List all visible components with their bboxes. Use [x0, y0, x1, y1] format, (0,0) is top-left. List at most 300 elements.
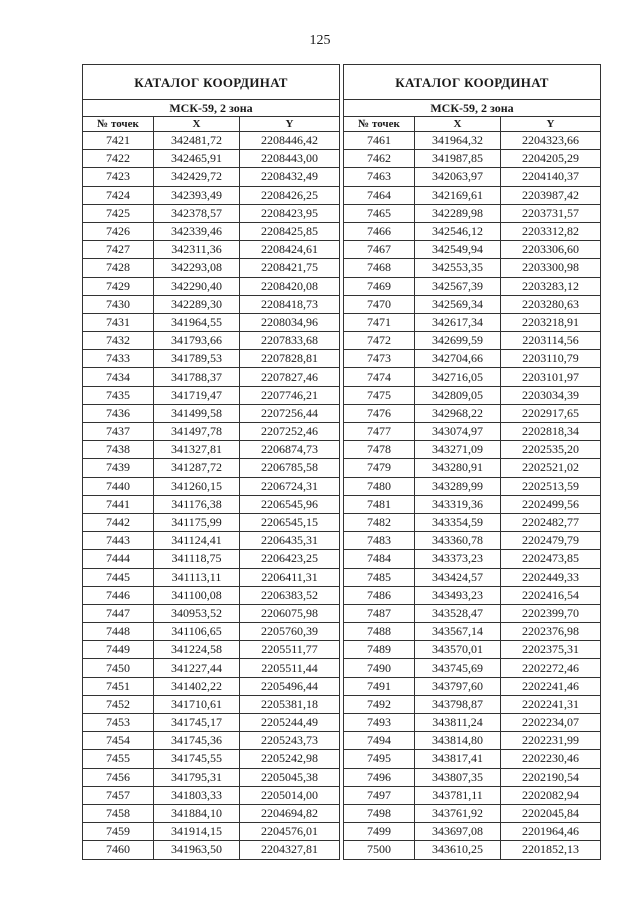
x-coordinate-cell: 343797,60: [415, 677, 501, 695]
point-number-cell: 7422: [83, 150, 154, 168]
table-row: [344, 404, 601, 422]
table-row: [344, 477, 601, 495]
point-number-cell: 7424: [83, 186, 154, 204]
point-number-cell: 7488: [344, 623, 415, 641]
point-number-cell: 7485: [344, 568, 415, 586]
x-coordinate-cell: 341789,53: [154, 350, 240, 368]
y-coordinate-cell: 2202234,07: [501, 714, 601, 732]
y-coordinate-cell: 2205244,49: [240, 714, 340, 732]
point-number-cell: 7461: [344, 132, 415, 150]
x-coordinate-cell: 343280,91: [415, 459, 501, 477]
table-row: [83, 659, 340, 677]
point-number-cell: 7438: [83, 441, 154, 459]
y-coordinate-cell: 2208446,42: [240, 132, 340, 150]
point-number-cell: 7499: [344, 823, 415, 841]
point-number-cell: 7480: [344, 477, 415, 495]
x-coordinate-cell: 343289,99: [415, 477, 501, 495]
y-coordinate-cell: 2206785,58: [240, 459, 340, 477]
point-number-cell: 7474: [344, 368, 415, 386]
x-coordinate-cell: 343761,92: [415, 804, 501, 822]
y-coordinate-cell: 2208443,00: [240, 150, 340, 168]
catalog-zone: МСК-59, 2 зона: [344, 100, 601, 117]
y-coordinate-cell: 2208424,61: [240, 241, 340, 259]
table-row: [344, 659, 601, 677]
y-coordinate-cell: 2202376,98: [501, 623, 601, 641]
point-number-cell: 7469: [344, 277, 415, 295]
point-number-cell: 7452: [83, 695, 154, 713]
table-row: [83, 750, 340, 768]
column-header-x: X: [154, 117, 240, 132]
y-coordinate-cell: 2202416,54: [501, 586, 601, 604]
table-row: [83, 495, 340, 513]
x-coordinate-cell: 343817,41: [415, 750, 501, 768]
point-number-cell: 7429: [83, 277, 154, 295]
table-row: [83, 604, 340, 622]
x-coordinate-cell: 343781,11: [415, 786, 501, 804]
x-coordinate-cell: 343271,09: [415, 441, 501, 459]
x-coordinate-cell: 341963,50: [154, 841, 240, 859]
table-row: [83, 404, 340, 422]
table-row: [344, 495, 601, 513]
y-coordinate-cell: 2202449,33: [501, 568, 601, 586]
point-number-cell: 7494: [344, 732, 415, 750]
point-number-cell: 7473: [344, 350, 415, 368]
point-number-cell: 7470: [344, 295, 415, 313]
x-coordinate-cell: 341745,55: [154, 750, 240, 768]
y-coordinate-cell: 2208426,25: [240, 186, 340, 204]
x-coordinate-cell: 341964,55: [154, 313, 240, 331]
x-coordinate-cell: 343745,69: [415, 659, 501, 677]
point-number-cell: 7483: [344, 532, 415, 550]
table-row: [344, 732, 601, 750]
table-row: [83, 586, 340, 604]
point-number-cell: 7455: [83, 750, 154, 768]
point-number-cell: 7462: [344, 150, 415, 168]
coordinate-catalog-left: [82, 64, 340, 860]
point-number-cell: 7496: [344, 768, 415, 786]
table-row: [83, 732, 340, 750]
point-number-cell: 7492: [344, 695, 415, 713]
y-coordinate-cell: 2205381,18: [240, 695, 340, 713]
y-coordinate-cell: 2202473,85: [501, 550, 601, 568]
point-number-cell: 7448: [83, 623, 154, 641]
y-coordinate-cell: 2206435,31: [240, 532, 340, 550]
x-coordinate-cell: 342716,05: [415, 368, 501, 386]
x-coordinate-cell: 341795,31: [154, 768, 240, 786]
y-coordinate-cell: 2202082,94: [501, 786, 601, 804]
y-coordinate-cell: 2203101,97: [501, 368, 601, 386]
table-row: [344, 204, 601, 222]
x-coordinate-cell: 341327,81: [154, 441, 240, 459]
table-row: [83, 132, 340, 150]
table-row: [344, 768, 601, 786]
y-coordinate-cell: 2208034,96: [240, 313, 340, 331]
x-coordinate-cell: 342968,22: [415, 404, 501, 422]
y-coordinate-cell: 2207827,46: [240, 368, 340, 386]
table-row: [83, 241, 340, 259]
x-coordinate-cell: 343807,35: [415, 768, 501, 786]
column-header-y: Y: [240, 117, 340, 132]
y-coordinate-cell: 2207833,68: [240, 332, 340, 350]
x-coordinate-cell: 341118,75: [154, 550, 240, 568]
x-coordinate-cell: 342429,72: [154, 168, 240, 186]
x-coordinate-cell: 341124,41: [154, 532, 240, 550]
table-row: [83, 204, 340, 222]
table-row: [344, 532, 601, 550]
table-row: [83, 222, 340, 240]
table-row: [344, 132, 601, 150]
y-coordinate-cell: 2203110,79: [501, 350, 601, 368]
point-number-cell: 7487: [344, 604, 415, 622]
point-number-cell: 7457: [83, 786, 154, 804]
x-coordinate-cell: 342311,36: [154, 241, 240, 259]
y-coordinate-cell: 2206411,31: [240, 568, 340, 586]
x-coordinate-cell: 342567,39: [415, 277, 501, 295]
x-coordinate-cell: 341402,22: [154, 677, 240, 695]
y-coordinate-cell: 2208421,75: [240, 259, 340, 277]
y-coordinate-cell: 2202231,99: [501, 732, 601, 750]
point-number-cell: 7447: [83, 604, 154, 622]
point-number-cell: 7472: [344, 332, 415, 350]
x-coordinate-cell: 343811,24: [415, 714, 501, 732]
coordinate-catalog-right: [343, 64, 601, 860]
point-number-cell: 7454: [83, 732, 154, 750]
x-coordinate-cell: 341964,32: [415, 132, 501, 150]
x-coordinate-cell: 341788,37: [154, 368, 240, 386]
point-number-cell: 7423: [83, 168, 154, 186]
point-number-cell: 7471: [344, 313, 415, 331]
point-number-cell: 7440: [83, 477, 154, 495]
y-coordinate-cell: 2203280,63: [501, 295, 601, 313]
table-row: [83, 368, 340, 386]
point-number-cell: 7449: [83, 641, 154, 659]
y-coordinate-cell: 2205496,44: [240, 677, 340, 695]
x-coordinate-cell: 342063,97: [415, 168, 501, 186]
x-coordinate-cell: 343354,59: [415, 513, 501, 531]
y-coordinate-cell: 2202917,65: [501, 404, 601, 422]
y-coordinate-cell: 2207828,81: [240, 350, 340, 368]
point-number-cell: 7439: [83, 459, 154, 477]
point-number-cell: 7450: [83, 659, 154, 677]
x-coordinate-cell: 341987,85: [415, 150, 501, 168]
y-coordinate-cell: 2202375,31: [501, 641, 601, 659]
table-row: [344, 150, 601, 168]
y-coordinate-cell: 2203731,57: [501, 204, 601, 222]
point-number-cell: 7434: [83, 368, 154, 386]
point-number-cell: 7443: [83, 532, 154, 550]
x-coordinate-cell: 342809,05: [415, 386, 501, 404]
y-coordinate-cell: 2204323,66: [501, 132, 601, 150]
point-number-cell: 7458: [83, 804, 154, 822]
y-coordinate-cell: 2202190,54: [501, 768, 601, 786]
table-row: [344, 786, 601, 804]
y-coordinate-cell: 2202818,34: [501, 423, 601, 441]
table-row: [83, 332, 340, 350]
table-row: [83, 823, 340, 841]
y-coordinate-cell: 2208432,49: [240, 168, 340, 186]
point-number-cell: 7484: [344, 550, 415, 568]
x-coordinate-cell: 342339,46: [154, 222, 240, 240]
x-coordinate-cell: 341176,38: [154, 495, 240, 513]
y-coordinate-cell: 2202045,84: [501, 804, 601, 822]
point-number-cell: 7446: [83, 586, 154, 604]
table-row: [344, 441, 601, 459]
x-coordinate-cell: 343570,01: [415, 641, 501, 659]
y-coordinate-cell: 2202399,70: [501, 604, 601, 622]
point-number-cell: 7490: [344, 659, 415, 677]
table-row: [83, 386, 340, 404]
y-coordinate-cell: 2207256,44: [240, 404, 340, 422]
table-row: [344, 313, 601, 331]
table-row: [344, 550, 601, 568]
table-row: [83, 550, 340, 568]
point-number-cell: 7437: [83, 423, 154, 441]
x-coordinate-cell: 341914,15: [154, 823, 240, 841]
y-coordinate-cell: 2205243,73: [240, 732, 340, 750]
table-row: [344, 714, 601, 732]
table-row: [344, 386, 601, 404]
table-row: [344, 804, 601, 822]
point-number-cell: 7456: [83, 768, 154, 786]
point-number-cell: 7497: [344, 786, 415, 804]
table-row: [344, 841, 601, 859]
table-row: [344, 295, 601, 313]
x-coordinate-cell: 342481,72: [154, 132, 240, 150]
table-row: [83, 677, 340, 695]
point-number-cell: 7430: [83, 295, 154, 313]
y-coordinate-cell: 2203114,56: [501, 332, 601, 350]
point-number-cell: 7482: [344, 513, 415, 531]
table-row: [83, 695, 340, 713]
y-coordinate-cell: 2206874,73: [240, 441, 340, 459]
x-coordinate-cell: 341884,10: [154, 804, 240, 822]
table-row: [83, 459, 340, 477]
point-number-cell: 7475: [344, 386, 415, 404]
point-number-cell: 7445: [83, 568, 154, 586]
column-header-point-number: № точек: [344, 117, 415, 132]
y-coordinate-cell: 2205511,77: [240, 641, 340, 659]
point-number-cell: 7425: [83, 204, 154, 222]
y-coordinate-cell: 2201964,46: [501, 823, 601, 841]
x-coordinate-cell: 342549,94: [415, 241, 501, 259]
column-header-y: Y: [501, 117, 601, 132]
y-coordinate-cell: 2208418,73: [240, 295, 340, 313]
point-number-cell: 7465: [344, 204, 415, 222]
x-coordinate-cell: 340953,52: [154, 604, 240, 622]
table-row: [344, 695, 601, 713]
point-number-cell: 7441: [83, 495, 154, 513]
table-row: [344, 677, 601, 695]
point-number-cell: 7453: [83, 714, 154, 732]
y-coordinate-cell: 2202482,77: [501, 513, 601, 531]
table-row: [344, 222, 601, 240]
x-coordinate-cell: 342546,12: [415, 222, 501, 240]
y-coordinate-cell: 2202513,59: [501, 477, 601, 495]
x-coordinate-cell: 342378,57: [154, 204, 240, 222]
catalog-title: КАТАЛОГ КООРДИНАТ: [83, 65, 340, 100]
point-number-cell: 7428: [83, 259, 154, 277]
y-coordinate-cell: 2206545,96: [240, 495, 340, 513]
x-coordinate-cell: 341803,33: [154, 786, 240, 804]
y-coordinate-cell: 2208425,85: [240, 222, 340, 240]
x-coordinate-cell: 343697,08: [415, 823, 501, 841]
table-row: [344, 423, 601, 441]
point-number-cell: 7486: [344, 586, 415, 604]
point-number-cell: 7477: [344, 423, 415, 441]
y-coordinate-cell: 2203300,98: [501, 259, 601, 277]
table-row: [83, 150, 340, 168]
point-number-cell: 7431: [83, 313, 154, 331]
table-row: [83, 350, 340, 368]
table-row: [344, 332, 601, 350]
x-coordinate-cell: 343814,80: [415, 732, 501, 750]
table-row: [83, 295, 340, 313]
table-row: [344, 277, 601, 295]
table-row: [83, 532, 340, 550]
x-coordinate-cell: 342290,40: [154, 277, 240, 295]
x-coordinate-cell: 341260,15: [154, 477, 240, 495]
table-row: [83, 513, 340, 531]
y-coordinate-cell: 2207252,46: [240, 423, 340, 441]
table-row: [344, 586, 601, 604]
point-number-cell: 7467: [344, 241, 415, 259]
column-header-x: X: [415, 117, 501, 132]
x-coordinate-cell: 341497,78: [154, 423, 240, 441]
table-row: [344, 168, 601, 186]
table-row: [344, 750, 601, 768]
point-number-cell: 7498: [344, 804, 415, 822]
y-coordinate-cell: 2202272,46: [501, 659, 601, 677]
y-coordinate-cell: 2205760,39: [240, 623, 340, 641]
table-row: [83, 804, 340, 822]
table-row: [83, 168, 340, 186]
y-coordinate-cell: 2205045,38: [240, 768, 340, 786]
x-coordinate-cell: 341745,36: [154, 732, 240, 750]
x-coordinate-cell: 342169,61: [415, 186, 501, 204]
x-coordinate-cell: 342699,59: [415, 332, 501, 350]
point-number-cell: 7491: [344, 677, 415, 695]
point-number-cell: 7468: [344, 259, 415, 277]
y-coordinate-cell: 2202535,20: [501, 441, 601, 459]
point-number-cell: 7421: [83, 132, 154, 150]
point-number-cell: 7476: [344, 404, 415, 422]
x-coordinate-cell: 342553,35: [415, 259, 501, 277]
y-coordinate-cell: 2208423,95: [240, 204, 340, 222]
y-coordinate-cell: 2206423,25: [240, 550, 340, 568]
x-coordinate-cell: 342393,49: [154, 186, 240, 204]
y-coordinate-cell: 2205511,44: [240, 659, 340, 677]
x-coordinate-cell: 343493,23: [415, 586, 501, 604]
y-coordinate-cell: 2203312,82: [501, 222, 601, 240]
y-coordinate-cell: 2202230,46: [501, 750, 601, 768]
table-row: [83, 259, 340, 277]
y-coordinate-cell: 2205242,98: [240, 750, 340, 768]
table-row: [344, 368, 601, 386]
point-number-cell: 7426: [83, 222, 154, 240]
point-number-cell: 7495: [344, 750, 415, 768]
y-coordinate-cell: 2206383,52: [240, 586, 340, 604]
y-coordinate-cell: 2204327,81: [240, 841, 340, 859]
table-row: [344, 241, 601, 259]
x-coordinate-cell: 341745,17: [154, 714, 240, 732]
table-row: [83, 568, 340, 586]
x-coordinate-cell: 342289,30: [154, 295, 240, 313]
catalog-zone: МСК-59, 2 зона: [83, 100, 340, 117]
x-coordinate-cell: 342617,34: [415, 313, 501, 331]
table-row: [344, 823, 601, 841]
table-row: [83, 714, 340, 732]
table-row: [344, 604, 601, 622]
y-coordinate-cell: 2202241,46: [501, 677, 601, 695]
x-coordinate-cell: 342289,98: [415, 204, 501, 222]
x-coordinate-cell: 343798,87: [415, 695, 501, 713]
column-header-point-number: № точек: [83, 117, 154, 132]
x-coordinate-cell: 341287,72: [154, 459, 240, 477]
table-row: [83, 641, 340, 659]
x-coordinate-cell: 341227,44: [154, 659, 240, 677]
y-coordinate-cell: 2206724,31: [240, 477, 340, 495]
y-coordinate-cell: 2206075,98: [240, 604, 340, 622]
y-coordinate-cell: 2201852,13: [501, 841, 601, 859]
table-row: [83, 768, 340, 786]
y-coordinate-cell: 2202479,79: [501, 532, 601, 550]
y-coordinate-cell: 2203034,39: [501, 386, 601, 404]
x-coordinate-cell: 341499,58: [154, 404, 240, 422]
x-coordinate-cell: 342569,34: [415, 295, 501, 313]
y-coordinate-cell: 2204205,29: [501, 150, 601, 168]
point-number-cell: 7481: [344, 495, 415, 513]
table-row: [344, 568, 601, 586]
table-row: [83, 423, 340, 441]
x-coordinate-cell: 343424,57: [415, 568, 501, 586]
x-coordinate-cell: 341175,99: [154, 513, 240, 531]
x-coordinate-cell: 343567,14: [415, 623, 501, 641]
point-number-cell: 7444: [83, 550, 154, 568]
x-coordinate-cell: 343528,47: [415, 604, 501, 622]
catalog-title: КАТАЛОГ КООРДИНАТ: [344, 65, 601, 100]
table-row: [83, 313, 340, 331]
table-row: [83, 623, 340, 641]
x-coordinate-cell: 343373,23: [415, 550, 501, 568]
x-coordinate-cell: 342465,91: [154, 150, 240, 168]
table-row: [344, 350, 601, 368]
y-coordinate-cell: 2202499,56: [501, 495, 601, 513]
point-number-cell: 7451: [83, 677, 154, 695]
table-row: [344, 513, 601, 531]
y-coordinate-cell: 2206545,15: [240, 513, 340, 531]
table-row: [344, 186, 601, 204]
table-row: [344, 623, 601, 641]
y-coordinate-cell: 2203306,60: [501, 241, 601, 259]
x-coordinate-cell: 343360,78: [415, 532, 501, 550]
point-number-cell: 7442: [83, 513, 154, 531]
y-coordinate-cell: 2202521,02: [501, 459, 601, 477]
table-row: [83, 841, 340, 859]
table-row: [83, 477, 340, 495]
x-coordinate-cell: 341113,11: [154, 568, 240, 586]
y-coordinate-cell: 2203218,91: [501, 313, 601, 331]
x-coordinate-cell: 341710,61: [154, 695, 240, 713]
y-coordinate-cell: 2204576,01: [240, 823, 340, 841]
point-number-cell: 7432: [83, 332, 154, 350]
point-number-cell: 7466: [344, 222, 415, 240]
y-coordinate-cell: 2203987,42: [501, 186, 601, 204]
point-number-cell: 7479: [344, 459, 415, 477]
point-number-cell: 7493: [344, 714, 415, 732]
x-coordinate-cell: 341100,08: [154, 586, 240, 604]
point-number-cell: 7433: [83, 350, 154, 368]
x-coordinate-cell: 341793,66: [154, 332, 240, 350]
